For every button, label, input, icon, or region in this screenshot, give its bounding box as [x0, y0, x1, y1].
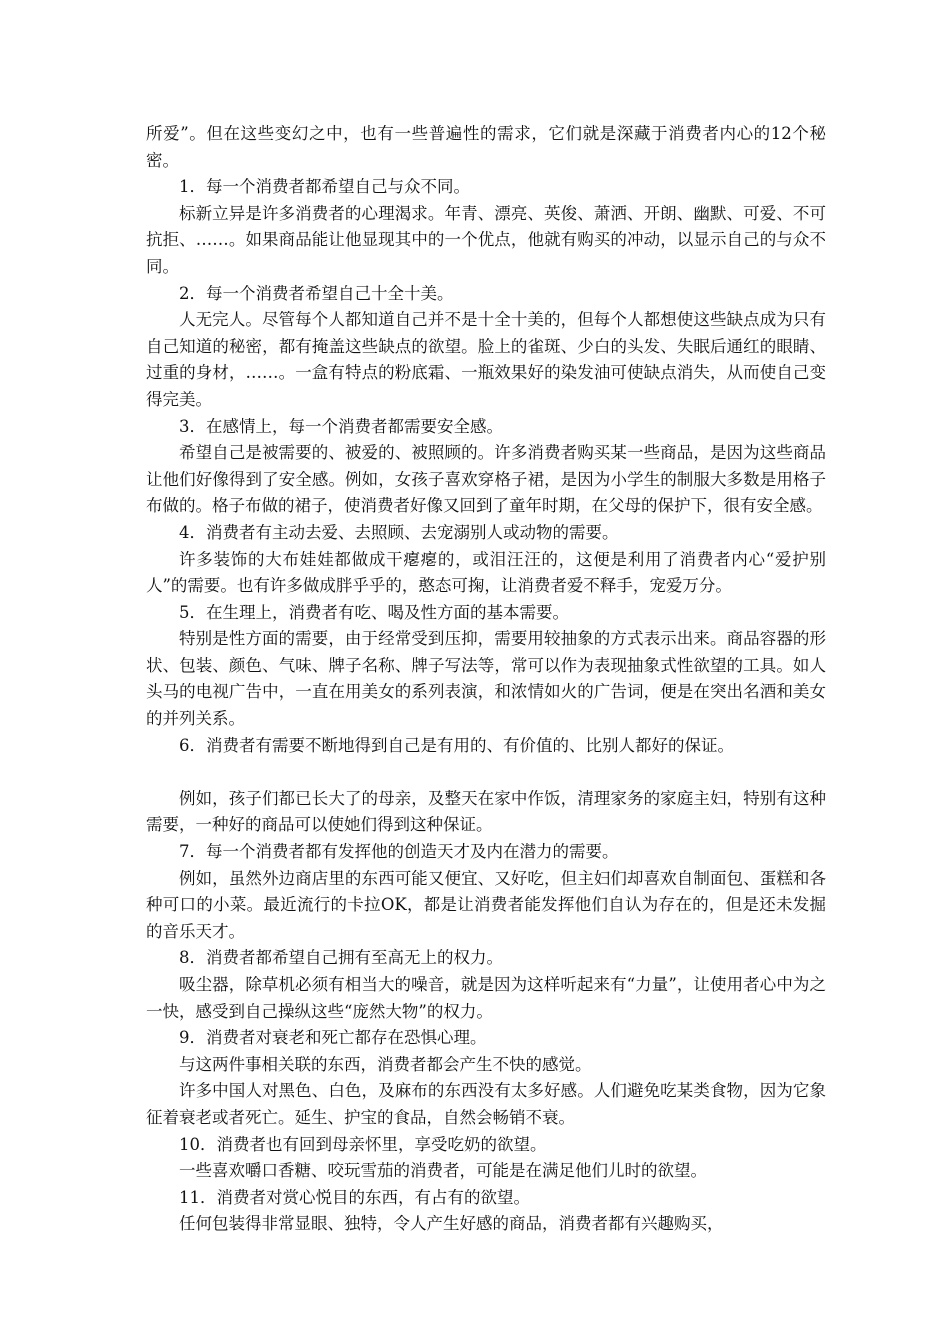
paragraph-text: 任何包装得非常显眼、独特，令人产生好感的商品，消费者都有兴趣购买， [179, 1214, 724, 1234]
paragraph-text: 所爱”。但在这些变幻之中，也有一些普遍性的需求，它们就是深藏于消费者内心的12个秘密。 [146, 124, 826, 170]
paragraph-text: 希望自己是被需要的、被爱的、被照顾的。许多消费者购买某一些商品，是因为这些商品让他们好像得到了安全感。例如，女孩子喜欢穿格子裙，是因为小学生的制服大多数是用格子布做的。格子布做的裙子，使消费者好像又回到了童年时期，在父母的保护下，很有安全感。 [146, 443, 826, 516]
paragraph-text: 与这两件事相关联的东西，消费者都会产生不快的感觉。 [179, 1054, 592, 1074]
document-page [146, 121, 826, 1238]
heading-secret-2: 2．每一个消费者希望自己十全十美。 [179, 283, 454, 303]
heading-secret-5: 5．在生理上，消费者有吃、喝及性方面的基本需要。 [179, 602, 569, 622]
paragraph-text: 标新立异是许多消费者的心理渴求。年青、漂亮、英俊、萧洒、开朗、幽默、可爱、不可抗拒、……。如果商品能让他显现其中的一个优点，他就有购买的冲动，以显示自己的与众不同。 [146, 203, 826, 276]
paragraph-text: 一些喜欢嚼口香糖、咬玩雪茄的消费者，可能是在满足他们儿时的欲望。 [179, 1161, 707, 1181]
paragraph-text: 例如，虽然外边商店里的东西可能又便宜、又好吃，但主妇们却喜欢自制面包、蛋糕和各种可口的小菜。最近流行的卡拉OK，都是让消费者能发挥他们自认为存在的，但是还未发掘的音乐天才。 [146, 868, 826, 941]
paragraph-text: 例如，孩子们都已长大了的母亲，及整天在家中作饭，清理家务的家庭主妇，特别有这种需要，一种好的商品可以使她们得到这种保证。 [146, 788, 826, 835]
paragraph-text: 特别是性方面的需要，由于经常受到压抑，需要用较抽象的方式表示出来。商品容器的形状、包装、颜色、气味、牌子名称、牌子写法等，常可以作为表现抽象式性欲望的工具。如人头马的电视广告中，一直在用美女的系列表演，和浓情如火的广告词，便是在突出名酒和美女的并列关系。 [146, 629, 826, 729]
paragraph-text: 许多中国人对黑色、白色，及麻布的东西没有太多好感。人们避免吃某类食物，因为它象征着衰老或者死亡。延生、护宝的食品，自然会畅销不衰。 [146, 1081, 826, 1127]
heading-secret-7: 7．每一个消费者都有发挥他的创造天才及内在潜力的需要。 [179, 842, 619, 862]
heading-secret-4: 4．消费者有主动去爱、去照顾、去宠溺别人或动物的需要。 [179, 522, 619, 542]
paragraph-text: 吸尘器，除草机必须有相当大的噪音，就是因为这样听起来有“力量”，让使用者心中为之一快，感受到自己操纵这些“庞然大物”的权力。 [146, 975, 826, 1021]
heading-secret-10: 10．消费者也有回到母亲怀里，享受吃奶的欲望。 [179, 1134, 547, 1154]
heading-secret-9: 9．消费者对衰老和死亡都存在恐惧心理。 [179, 1028, 487, 1048]
heading-secret-8: 8．消费者都希望自己拥有至高无上的权力。 [179, 948, 503, 968]
paragraph-text: 许多装饰的大布娃娃都做成干瘪瘪的，或泪汪汪的，这便是利用了消费者内心“爱护别人”的需要。也有许多做成胖乎乎的，憨态可掬，让消费者爱不释手，宠爱万分。 [146, 549, 826, 596]
paragraph-text: 人无完人。尽管每个人都知道自己并不是十全十美的，但每个人都想使这些缺点成为只有自己知道的秘密，都有掩盖这些缺点的欲望。脸上的雀斑、少白的头发、失眠后通红的眼睛、过重的身材，……。一盒有特点的粉底霜、一瓶效果好的染发油可使缺点消失，从而使自己变得完美。 [146, 310, 826, 409]
heading-secret-1: 1．每一个消费者都希望自己与众不同。 [179, 177, 470, 197]
heading-secret-11: 11．消费者对赏心悦目的东西，有占有的欲望。 [179, 1187, 530, 1207]
blank-line [146, 759, 826, 786]
heading-secret-3: 3．在感情上，每一个消费者都需要安全感。 [179, 416, 503, 436]
heading-secret-6: 6．消费者有需要不断地得到自己是有用的、有价值的、比别人都好的保证。 [179, 735, 734, 755]
